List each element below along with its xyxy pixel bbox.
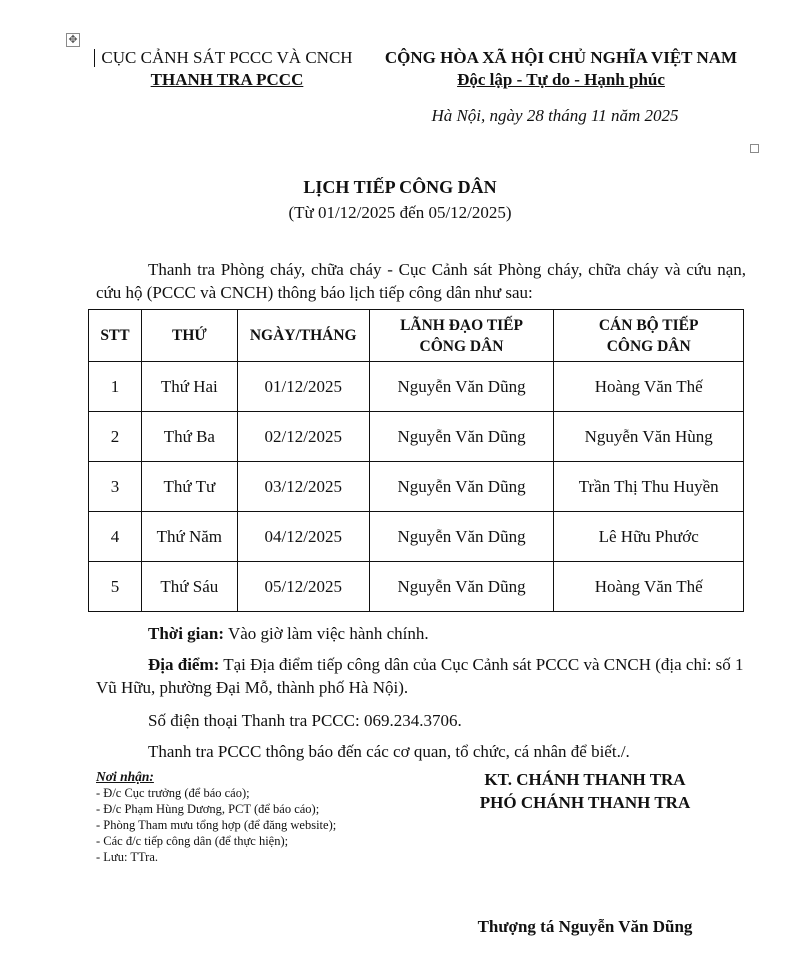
cell-leader: Nguyễn Văn Dũng [369, 562, 554, 612]
cell-weekday: Thứ Tư [141, 462, 237, 512]
header-leader-line1: LÃNH ĐẠO TIẾP [400, 316, 523, 334]
header-officer-line1: CÁN BỘ TIẾP [598, 316, 699, 334]
time-line [96, 622, 746, 645]
cell-date: 05/12/2025 [237, 562, 369, 612]
cell-weekday: Thứ Năm [141, 512, 237, 562]
text-cursor [94, 49, 95, 67]
cell-date: 01/12/2025 [237, 362, 369, 412]
cell-leader: Nguyễn Văn Dũng [369, 362, 554, 412]
table-row [89, 362, 744, 412]
header-leader-line2: CÔNG DÂN [419, 337, 504, 355]
cell-date: 02/12/2025 [237, 412, 369, 462]
place-date: Hà Nội, ngày 28 tháng 11 năm 2025 [431, 106, 679, 125]
cell-officer: Nguyễn Văn Hùng [554, 412, 744, 462]
cell-officer: Hoàng Văn Thế [554, 562, 744, 612]
header-officer-line2: CÔNG DÂN [606, 337, 691, 355]
header-weekday: THỨ [141, 310, 237, 362]
recipient-item: - Đ/c Phạm Hùng Dương, PCT (để báo cáo); [96, 802, 320, 816]
intro-paragraph: Thanh tra Phòng cháy, chữa cháy - Cục Cảnh sát Phòng cháy, chữa cháy và cứu nạn, cứu hộ (PCCC và CNCH) thông báo lịch tiếp công dân như sau: [96, 260, 746, 302]
cell-officer: Hoàng Văn Thế [554, 362, 744, 412]
signature-title-line2: PHÓ CHÁNH THANH TRA [479, 793, 691, 812]
closing-line: Thanh tra PCCC thông báo đến các cơ quan, tổ chức, cá nhân để biết./. [148, 742, 630, 761]
agency-parent: CỤC CẢNH SÁT PCCC VÀ CNCH [101, 48, 353, 67]
recipients-heading: Nơi nhận: [96, 769, 154, 784]
motto-line [376, 69, 746, 91]
cell-leader: Nguyễn Văn Dũng [369, 512, 554, 562]
agency-unit-text: THANH TRA PCCC [150, 70, 304, 89]
location-value: Tại Địa điểm tiếp công dân của Cục Cảnh sát PCCC và CNCH (địa chỉ: số 1 Vũ Hữu, phường Đại Mỗ, thành phố Hà Nội). [96, 655, 744, 697]
table-row [89, 412, 744, 462]
motto: Độc lập - Tự do - Hạnh phúc [457, 70, 665, 89]
header-date: NGÀY/THÁNG [237, 310, 369, 362]
signature-title [440, 768, 730, 814]
cell-stt: 4 [89, 512, 142, 562]
cell-date: 04/12/2025 [237, 512, 369, 562]
header-officer [554, 310, 744, 362]
recipient-item: - Phòng Tham mưu tổng hợp (để đăng website); [96, 818, 337, 832]
nation-name: CỘNG HÒA XÃ HỘI CHỦ NGHĨA VIỆT NAM [384, 48, 738, 67]
schedule-table [88, 309, 744, 612]
location-label: Địa điểm: [148, 655, 220, 674]
table-move-handle-icon[interactable]: ✥ [66, 33, 80, 47]
document-title: LỊCH TIẾP CÔNG DÂN [303, 177, 497, 197]
recipient-item: - Đ/c Cục trưởng (để báo cáo); [96, 786, 250, 800]
table-row [89, 462, 744, 512]
cell-stt: 2 [89, 412, 142, 462]
cell-officer: Lê Hữu Phước [554, 512, 744, 562]
agency-unit [92, 69, 362, 91]
table-resize-handle[interactable] [750, 144, 759, 153]
cell-leader: Nguyễn Văn Dũng [369, 462, 554, 512]
location-line [96, 653, 746, 699]
header-stt: STT [89, 310, 142, 362]
agency-block [92, 47, 362, 91]
cell-officer: Trần Thị Thu Huyền [554, 462, 744, 512]
document-subtitle: (Từ 01/12/2025 đến 05/12/2025) [288, 203, 512, 222]
cell-leader: Nguyễn Văn Dũng [369, 412, 554, 462]
signature-title-line1: KT. CHÁNH THANH TRA [484, 770, 686, 789]
cell-weekday: Thứ Ba [141, 412, 237, 462]
table-header-row [89, 310, 744, 362]
cell-stt: 3 [89, 462, 142, 512]
recipient-item: - Các đ/c tiếp công dân (để thực hiện); [96, 834, 289, 848]
header-leader [369, 310, 554, 362]
cell-weekday: Thứ Sáu [141, 562, 237, 612]
cell-stt: 5 [89, 562, 142, 612]
phone-line: Số điện thoại Thanh tra PCCC: 069.234.3706. [148, 711, 462, 730]
cell-date: 03/12/2025 [237, 462, 369, 512]
time-value: Vào giờ làm việc hành chính. [224, 624, 429, 643]
recipients-block [96, 769, 436, 865]
cell-stt: 1 [89, 362, 142, 412]
recipient-item: - Lưu: TTra. [96, 850, 158, 864]
table-row [89, 562, 744, 612]
cell-weekday: Thứ Hai [141, 362, 237, 412]
nation-block [376, 47, 746, 91]
table-row [89, 512, 744, 562]
signer-name: Thượng tá Nguyễn Văn Dũng [477, 917, 693, 936]
time-label: Thời gian: [148, 624, 225, 643]
